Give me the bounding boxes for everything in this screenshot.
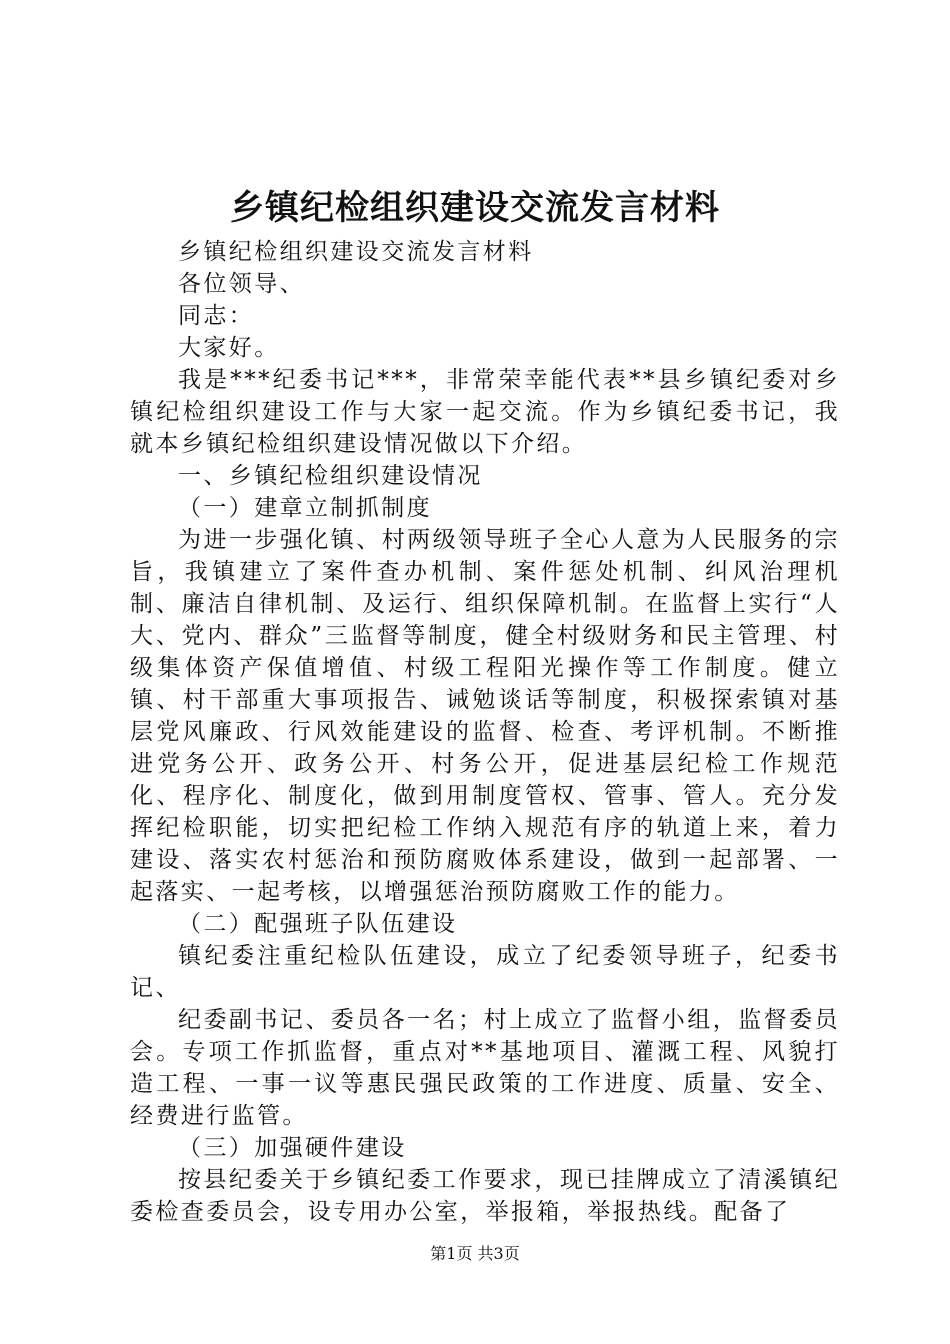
paragraph-salutation-2: 同志： [178,303,255,329]
paragraph-subtitle: 乡镇纪检组织建设交流发言材料 [178,239,534,265]
paragraph-hardware: 按县纪委关于乡镇纪委工作要求，现已挂牌成立了清溪镇纪委检查委员会，设专用办公室，举报箱，举报热线。配备了 [130,1167,840,1225]
subsection-heading-3: （三）加强硬件建设 [178,1135,407,1161]
paragraph-greeting: 大家好。 [178,335,280,361]
subsection-heading-2: （二）配强班子队伍建设 [178,911,458,937]
subsection-heading-1: （一）建章立制抓制度 [178,495,432,521]
paragraph-salutation: 各位领导、 [178,271,305,297]
paragraph-team: 镇纪委注重纪检队伍建设，成立了纪委领导班子，纪委书记、 [130,943,840,1001]
document-title: 乡镇纪检组织建设交流发言材料 [230,188,720,228]
paragraph-intro: 我是***纪委书记***，非常荣幸能代表**县乡镇纪委对乡镇纪检组织建设工作与大家一起交流。作为乡镇纪委书记，我就本乡镇纪检组织建设情况做以下介绍。 [130,367,840,457]
document-body [130,236,840,1228]
page-number-footer: 第1页 共3页 [430,1244,520,1263]
paragraph-supervision: 纪委副书记、委员各一名；村上成立了监督小组，监督委员会。专项工作抓监督，重点对**基地项目、灌溉工程、风貌打造工程、一事一议等惠民强民政策的工作进度、质量、安全、经费进行监管。 [130,1007,840,1129]
section-heading-1: 一、乡镇纪检组织建设情况 [178,463,483,489]
paragraph-rules: 为进一步强化镇、村两级领导班子全心人意为人民服务的宗旨，我镇建立了案件查办机制、案件惩处机制、纠风治理机制、廉洁自律机制、及运行、组织保障机制。在监督上实行“人大、党内、群众”三监督等制度，健全村级财务和民主管理、村级集体资产保值增值、村级工程阳光操作等工作制度。健立镇、村干部重大事项报告、诫勉谈话等制度，积极探索镇对基层党风廉政、行风效能建设的监督、检查、考评机制。不断推进党务公开、政务公开、村务公开，促进基层纪检工作规范化、程序化、制度化，做到用制度管权、管事、管人。充分发挥纪检职能，切实把纪检工作纳入规范有序的轨道上来，着力建设、落实农村惩治和预防腐败体系建设，做到一起部署、一起落实、一起考核，以增强惩治预防腐败工作的能力。 [130,527,840,905]
